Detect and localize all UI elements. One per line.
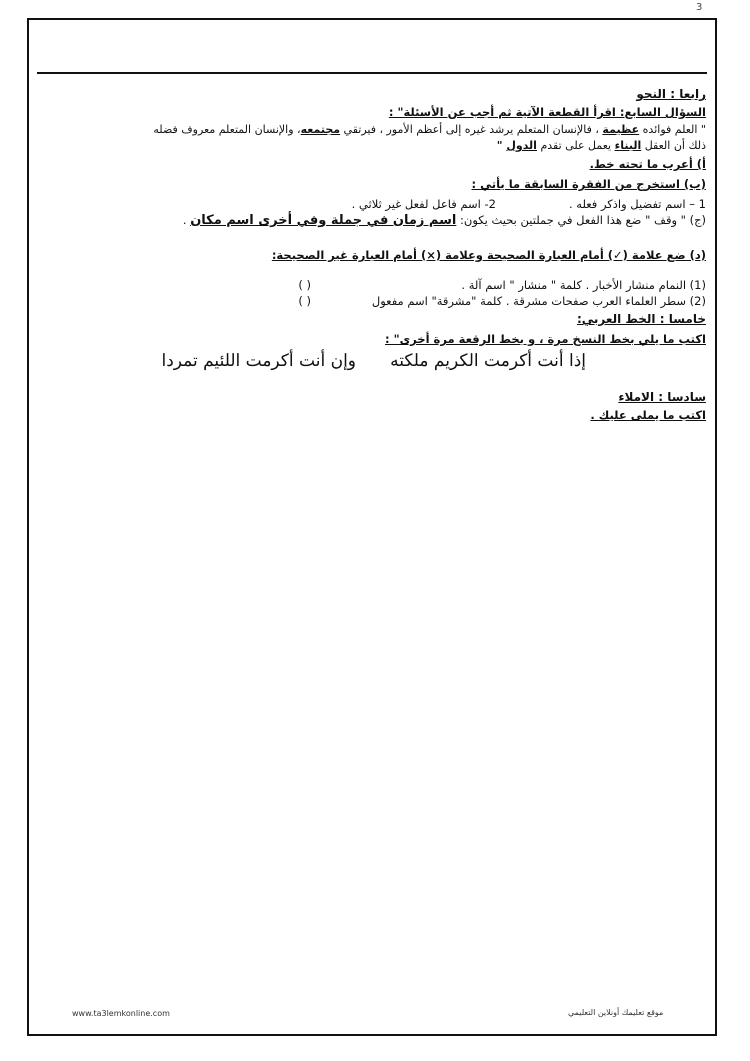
underlined-word-1: عظيمة [602,123,640,136]
answer-blank: ( ) [298,294,311,308]
section6-instruction: اكتب ما يملى عليك . [590,408,706,422]
statement-row [40,277,706,293]
question-c-end: . [182,213,191,227]
header-divider [37,72,707,74]
passage-line-2 [40,138,706,154]
answer-blank: ( ) [298,278,311,292]
section4-title: رابعا : النحو [636,87,706,101]
section5-title: خامسا : الخط العربي: [576,312,706,326]
exam-content [40,86,706,422]
question-a: أ) أعرب ما تحته خط. [589,157,706,171]
passage-text: ، والإنسان المتعلم معروف فضله [153,123,301,136]
footer-site-name: موقع تعليمك أونلاين التعليمي [568,1008,664,1017]
verse-first-hemistich: إذا أنت أكرمت الكريم ملكته [390,351,586,371]
passage-line-1 [40,122,706,138]
passage-text: " [496,139,507,152]
statement-text: (1) النمام منشار الأخبار . كلمة " منشار " اسم آلة . [461,278,706,292]
question-c-emphasis: اسم زمان في جملة وفي أخرى اسم مكان [190,213,457,228]
section5-instruction: اكتب ما يلي بخط النسخ مرة ، و بخط الرقعة مرة أخرى" : [385,332,706,346]
passage-text: يعمل على تقدم [536,139,615,152]
question-c-text: (ج) " وقف " ضع هذا الفعل في جملتين بحيث يكون: [456,213,706,227]
verse-line [40,349,706,373]
underlined-word-4: الدول [506,139,537,152]
question-intro: السؤال السابع: اقرأ القطعة الآتية ثم أجب عن الأسئلة" : [388,105,706,119]
question-d: (د) ضع علامة (✓) أمام العبارة الصحيحة وعلامة (×) أمام العبارة غير الصحيحة: [271,248,706,262]
statement-text: (2) سطر العلماء العرب صفحات مشرقة . كلمة "مشرقة" اسم مفعول [371,294,706,308]
passage-text: ، فالإنسان المتعلم يرشد غيره إلى أعظم الأمور ، فيرتقي [340,123,603,136]
underlined-word-3: البناء [614,139,642,152]
passage-text: " العلم فوائده [639,123,706,136]
question-b: (ب) استخرج من الفقرة السابقة ما يأتي : [471,177,706,191]
passage-text: ذلك أن العقل [641,139,706,152]
statement-row [40,293,706,309]
page-number: 3 [696,2,703,13]
question-b-item-1: 1 – اسم تفضيل واذكر فعله . [568,197,706,211]
verse-second-hemistich: وإن أنت أكرمت اللئيم تمردا [161,351,356,371]
section6-title: سادسا : الاملاء [618,390,706,404]
question-b-item-2: 2- اسم فاعل لفعل غير ثلاثي . [351,197,496,211]
question-b-items [40,196,706,212]
underlined-word-2: مجتمعه [300,123,341,136]
question-c [40,212,706,229]
footer-website: www.ta3lemkonline.com [72,1009,170,1018]
